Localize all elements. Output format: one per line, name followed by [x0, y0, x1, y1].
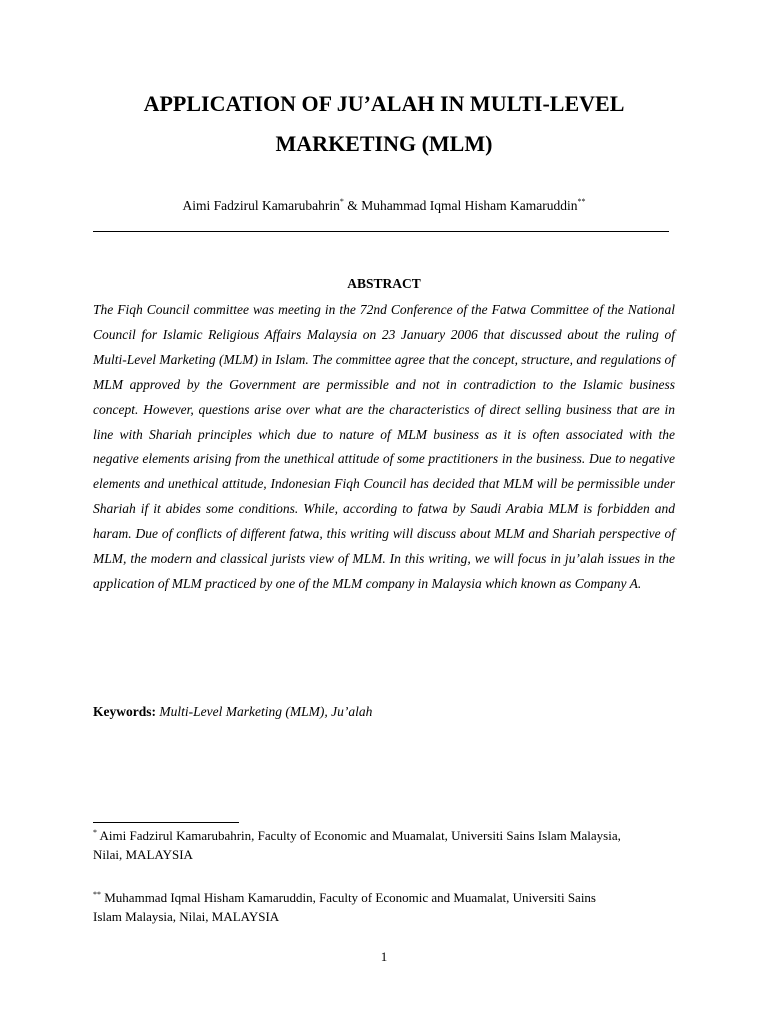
- footnote-divider: [93, 822, 239, 823]
- abstract-heading: ABSTRACT: [347, 276, 421, 291]
- page-number: 1: [380, 949, 388, 964]
- author-2-footnote-mark: **: [577, 197, 586, 206]
- author-2-name: Muhammad Iqmal Hisham Kamaruddin: [361, 198, 578, 213]
- paper-title-line-1: APPLICATION OF JU’ALAH IN MULTI-LEVEL: [143, 91, 625, 116]
- footnote-1-text-cont: Nilai, MALAYSIA: [93, 847, 193, 862]
- footnote-2: [93, 888, 683, 926]
- footnote-2-text-cont: Islam Malaysia, Nilai, MALAYSIA: [93, 909, 280, 924]
- author-1-name: Aimi Fadzirul Kamarubahrin: [182, 198, 340, 213]
- abstract-body: The Fiqh Council committee was meeting in the 72nd Conference of the Fatwa Committee of the National Council for Islamic Religious Affairs Malaysia on 23 January 2006 that discussed about the ruling of Multi-Level Marketing (MLM) in Islam. The committee agree that the concept, structure, and regulations of MLM approved by the Government are permissible and not in contradiction to the Islamic business concept. However, questions arise over what are the characteristics of direct selling business that are in line with Shariah principles which due to nature of MLM business as it is often associated with the negative elements arising from the unethical attitude of some practitioners in the business. Due to negative elements and unethical attitude, Indonesian Fiqh Council has decided that MLM will be permissible under Shariah if it abides some conditions. While, according to fatwa by Saudi Arabia MLM is forbidden and haram. Due of conflicts of different fatwa, this writing will discuss about MLM and Shariah perspective of MLM, the modern and classical jurists view of MLM. In this writing, we will focus in ju’alah issues in the application of MLM practiced by one of the MLM company in Malaysia which known as Company A.: [93, 302, 675, 591]
- keywords-text: Multi-Level Marketing (MLM), Ju’alah: [159, 704, 373, 719]
- keywords-line: [93, 702, 675, 722]
- keywords-label: Keywords:: [93, 704, 156, 719]
- title-divider: [93, 231, 669, 232]
- footnote-1: [93, 826, 683, 864]
- author-1-footnote-mark: *: [339, 197, 344, 206]
- author-separator: &: [343, 198, 362, 213]
- footnote-2-mark: **: [93, 890, 101, 899]
- footnote-2-text: Muhammad Iqmal Hisham Kamaruddin, Faculty of Economic and Muamalat, Universiti Sains: [104, 890, 596, 905]
- paper-title-line-2: MARKETING (MLM): [275, 131, 493, 156]
- author-line: [60, 196, 708, 216]
- footnote-1-mark: *: [93, 828, 97, 837]
- footnote-1-text: Aimi Fadzirul Kamarubahrin, Faculty of Economic and Muamalat, Universiti Sains Islam Malaysia,: [99, 828, 621, 843]
- paper-title: [60, 84, 708, 164]
